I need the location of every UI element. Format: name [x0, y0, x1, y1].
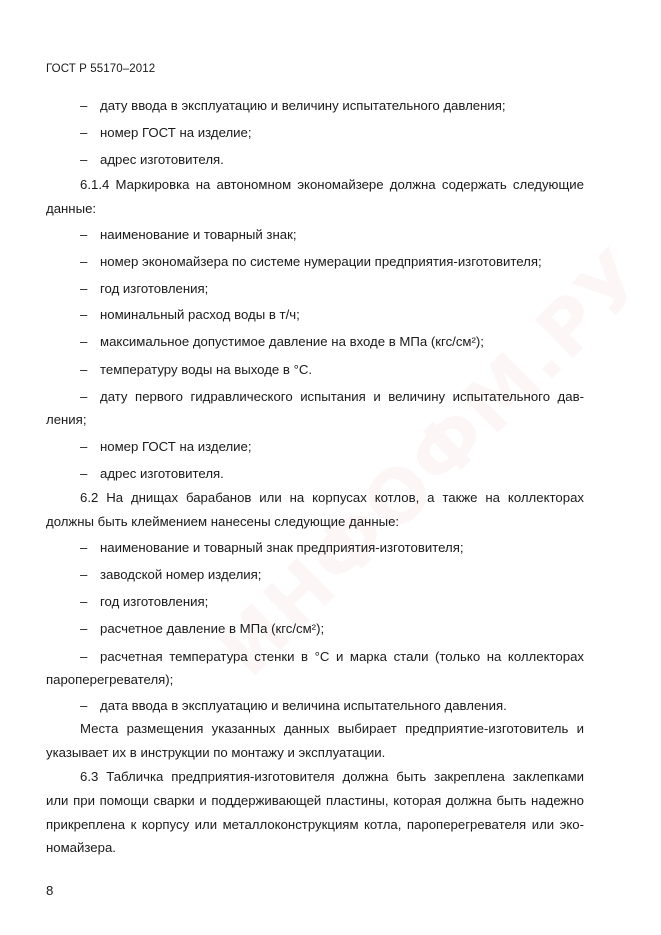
list-item: максимальное допустимое давление на входе в МПа (кгс/см²); [100, 334, 484, 349]
list-item: наименование и товарный знак предприятия-изготовителя; [100, 540, 464, 555]
list-item: заводской номер изделия; [100, 567, 262, 582]
paragraph-614-line1: 6.1.4 Маркировка на автономном экономайзере должна содержать следующие [80, 177, 584, 192]
list-dash: – [80, 389, 88, 404]
list-item: температуру воды на выходе в °С. [100, 362, 313, 377]
list-item: дата ввода в эксплуатацию и величина испытательного давления. [100, 698, 507, 713]
list-item: номинальный расход воды в т/ч; [100, 307, 300, 322]
paragraph-63-line1: 6.3 Табличка предприятия-изготовителя должна быть закреплена заклепками [80, 769, 584, 784]
paragraph-places-line2: указывает их в инструкции по монтажу и эксплуатации. [46, 745, 386, 760]
standard-header: ГОСТ Р 55170–2012 [46, 63, 156, 75]
paragraph-63-line3: прикреплена к корпусу или металлоконструкциям котла, пароперегревателя или эко- [46, 817, 584, 832]
list-dash: – [80, 307, 88, 322]
list-dash: – [80, 125, 88, 140]
list-item: адрес изготовителя. [100, 152, 224, 167]
list-dash: – [80, 621, 88, 636]
list-item: номер ГОСТ на изделие; [100, 439, 252, 454]
list-dash: – [80, 152, 88, 167]
list-dash: – [80, 227, 88, 242]
list-item-long-line1: расчетная температура стенки в °С и марка стали (только на коллекторах [100, 649, 584, 664]
list-dash: – [80, 540, 88, 555]
list-dash: – [80, 439, 88, 454]
page-number: 8 [46, 883, 54, 898]
paragraph-63-line4: номайзера. [46, 840, 116, 855]
list-item: дату ввода в эксплуатацию и величину испытательного давления; [100, 98, 506, 113]
paragraph-614-line2: данные: [46, 201, 97, 216]
list-dash: – [80, 98, 88, 113]
list-item-long-line2: ления; [46, 412, 87, 427]
list-dash: – [80, 567, 88, 582]
list-item: год изготовления; [100, 594, 209, 609]
list-item: адрес изготовителя. [100, 466, 224, 481]
list-dash: – [80, 466, 88, 481]
paragraph-62-line1: 6.2 На днищах барабанов или на корпусах котлов, а также на коллекторах [80, 490, 584, 505]
paragraph-62-line2: должны быть клеймением нанесены следующие данные: [46, 514, 400, 529]
paragraph-places-line1: Места размещения указанных данных выбирает предприятие-изготовитель и [80, 721, 584, 736]
list-dash: – [80, 362, 88, 377]
list-item-long-line1: дату первого гидравлического испытания и величину испытательного дав- [100, 389, 584, 404]
list-item: расчетное давление в МПа (кгс/см²); [100, 621, 325, 636]
paragraph-63-line2: или при помощи сварки и поддерживающей пластины, которая должна быть надежно [46, 793, 584, 808]
list-dash: – [80, 254, 88, 269]
list-item: наименование и товарный знак; [100, 227, 297, 242]
list-dash: – [80, 334, 88, 349]
list-dash: – [80, 594, 88, 609]
list-item: номер экономайзера по системе нумерации предприятия-изготовителя; [100, 254, 542, 269]
list-item: год изготовления; [100, 281, 209, 296]
list-dash: – [80, 281, 88, 296]
list-dash: – [80, 698, 88, 713]
list-item: номер ГОСТ на изделие; [100, 125, 252, 140]
list-item-long-line2: пароперегревателя); [46, 672, 174, 687]
list-dash: – [80, 649, 88, 664]
